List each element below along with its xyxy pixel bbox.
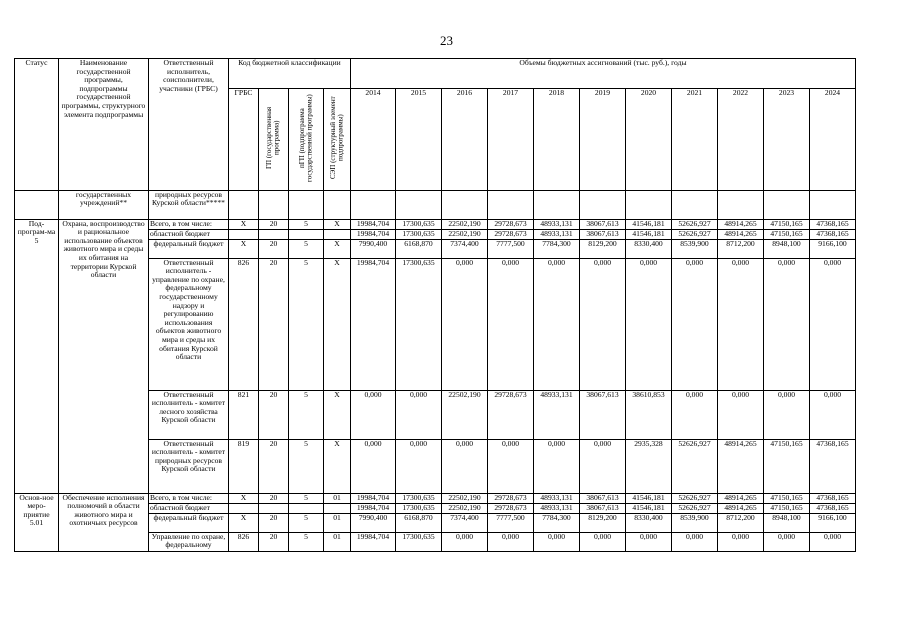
table-cell: 22502,190 xyxy=(442,390,488,439)
table-cell: 19984,704 xyxy=(351,258,396,390)
table-cell: 48933,131 xyxy=(534,503,580,513)
table-cell: 38067,613 xyxy=(580,493,626,503)
table-cell xyxy=(289,89,324,191)
table-cell: 0,000 xyxy=(351,439,396,493)
table-cell: 19984,704 xyxy=(351,219,396,229)
table-cell xyxy=(259,503,289,513)
table-cell: 01 xyxy=(324,513,351,532)
table-cell: 9166,100 xyxy=(810,513,856,532)
table-cell: 38067,613 xyxy=(580,229,626,239)
header-year: 2017 xyxy=(488,89,534,191)
table-cell: 5 xyxy=(289,493,324,503)
table-cell: 821 xyxy=(229,390,259,439)
table-cell: 17300,635 xyxy=(396,503,442,513)
header-grbs: ГРБС xyxy=(229,89,259,191)
table-cell: 5 xyxy=(289,219,324,229)
table-cell xyxy=(289,503,324,513)
table-cell: 0,000 xyxy=(488,439,534,493)
table-cell: 6168,870 xyxy=(396,239,442,258)
table-cell: 48914,265 xyxy=(718,219,764,229)
table-cell xyxy=(626,190,672,219)
table-cell: 0,000 xyxy=(672,390,718,439)
table-cell: 7374,400 xyxy=(442,239,488,258)
table-cell: 47150,165 xyxy=(764,493,810,503)
table-cell: 0,000 xyxy=(764,258,810,390)
table-cell: 19984,704 xyxy=(351,503,396,513)
table-cell: 826 xyxy=(229,532,259,551)
table-cell: 6168,870 xyxy=(396,513,442,532)
table-cell: 47150,165 xyxy=(764,219,810,229)
table-cell: 17300,635 xyxy=(396,493,442,503)
subprogram-name: Охрана, воспроизводство и рациональное использование объектов животного мира и среды их обитания на территории Курской области xyxy=(59,219,149,493)
table-cell: 47368,165 xyxy=(810,493,856,503)
table-cell: 01 xyxy=(324,532,351,551)
table-cell: 0,000 xyxy=(718,390,764,439)
page-number: 23 xyxy=(440,33,453,48)
table-cell: 8330,400 xyxy=(626,513,672,532)
table-cell: 0,000 xyxy=(534,258,580,390)
table-cell: 52626,927 xyxy=(672,439,718,493)
table-cell: 52626,927 xyxy=(672,229,718,239)
table-cell: 17300,635 xyxy=(396,219,442,229)
table-cell: 47368,165 xyxy=(810,219,856,229)
header-year: 2024 xyxy=(810,89,856,191)
table-cell: 41546,181 xyxy=(626,493,672,503)
continuation-name: государственных учреждений** xyxy=(59,190,149,219)
table-cell xyxy=(15,190,59,219)
table-cell xyxy=(718,190,764,219)
table-cell xyxy=(764,190,810,219)
table-cell: Х xyxy=(324,219,351,229)
table-cell xyxy=(488,190,534,219)
table-cell: 0,000 xyxy=(488,532,534,551)
table-cell: 8539,900 xyxy=(672,239,718,258)
table-row xyxy=(15,219,856,229)
table-cell: 8948,100 xyxy=(764,513,810,532)
table-cell: 0,000 xyxy=(580,439,626,493)
table-cell: 22502,190 xyxy=(442,503,488,513)
table-cell: 52626,927 xyxy=(672,493,718,503)
table-cell: 29728,673 xyxy=(488,503,534,513)
header-pgp: пГП (подпрограмма государственной программы) xyxy=(297,94,313,182)
header-year: 2020 xyxy=(626,89,672,191)
table-cell: 5 xyxy=(289,239,324,258)
table-cell: 826 xyxy=(229,258,259,390)
table-cell: 29728,673 xyxy=(488,390,534,439)
table-cell: 19984,704 xyxy=(351,493,396,503)
header-year: 2021 xyxy=(672,89,718,191)
continuation-executor: природных ресурсов Курской области***** xyxy=(149,190,229,219)
table-cell: 0,000 xyxy=(626,258,672,390)
header-year: 2023 xyxy=(764,89,810,191)
table-cell: 7777,500 xyxy=(488,513,534,532)
table-cell: 7990,400 xyxy=(351,239,396,258)
table-cell: областной бюджет xyxy=(149,229,229,239)
table-cell: 8948,100 xyxy=(764,239,810,258)
table-cell xyxy=(442,190,488,219)
table-cell: 8539,900 xyxy=(672,513,718,532)
table-cell: 47150,165 xyxy=(764,439,810,493)
table-cell xyxy=(580,190,626,219)
table-cell: 0,000 xyxy=(488,258,534,390)
table-cell: 38067,613 xyxy=(580,503,626,513)
table-cell: 0,000 xyxy=(810,258,856,390)
table-cell: 48933,131 xyxy=(534,229,580,239)
table-cell: 8712,200 xyxy=(718,513,764,532)
table-cell: Ответственный исполнитель - управление по охране, федеральному государственному надзору и регулированию использования объектов животного мира и среды их обитания Курской области xyxy=(149,258,229,390)
table-cell: 8129,200 xyxy=(580,513,626,532)
table-cell: федеральный бюджет xyxy=(149,239,229,258)
table-cell: 47368,165 xyxy=(810,229,856,239)
table-cell: 20 xyxy=(259,239,289,258)
table-cell: Х xyxy=(324,390,351,439)
table-cell: Х xyxy=(324,239,351,258)
table-cell: 48933,131 xyxy=(534,219,580,229)
table-cell: Х xyxy=(324,439,351,493)
table-cell: Всего, в том числе: xyxy=(149,493,229,503)
table-cell: 0,000 xyxy=(764,390,810,439)
table-cell: 7990,400 xyxy=(351,513,396,532)
table-cell: 5 xyxy=(289,439,324,493)
table-cell: Х xyxy=(229,513,259,532)
table-cell: 0,000 xyxy=(672,258,718,390)
subprogram-status: Под-програм-ма 5 xyxy=(15,219,59,493)
table-cell: 0,000 xyxy=(718,258,764,390)
table-cell: 0,000 xyxy=(534,439,580,493)
table-cell xyxy=(396,190,442,219)
table-cell: 29728,673 xyxy=(488,219,534,229)
table-cell: 47150,165 xyxy=(764,229,810,239)
table-cell xyxy=(672,190,718,219)
table-cell: 01 xyxy=(324,493,351,503)
table-cell: 20 xyxy=(259,219,289,229)
table-cell xyxy=(229,190,259,219)
table-cell: 0,000 xyxy=(810,390,856,439)
table-cell: 20 xyxy=(259,493,289,503)
table-cell: 41546,181 xyxy=(626,503,672,513)
header-status: Статус xyxy=(15,59,59,191)
table-cell: 22502,190 xyxy=(442,229,488,239)
table-cell: Х xyxy=(229,219,259,229)
table-cell xyxy=(324,503,351,513)
table-cell: 5 xyxy=(289,513,324,532)
table-cell: Управление по охране, федеральному xyxy=(149,532,229,551)
table-cell: 47150,165 xyxy=(764,503,810,513)
table-cell: 20 xyxy=(259,532,289,551)
header-year: 2016 xyxy=(442,89,488,191)
table-cell: 819 xyxy=(229,439,259,493)
header-year: 2014 xyxy=(351,89,396,191)
table-cell: 9166,100 xyxy=(810,239,856,258)
table-cell: 48933,131 xyxy=(534,390,580,439)
table-cell: 8712,200 xyxy=(718,239,764,258)
table-cell: 0,000 xyxy=(442,532,488,551)
table-cell: 38067,613 xyxy=(580,390,626,439)
event-name: Обеспечение исполнения полномочий в области животного мира и охотничьих ресурсов xyxy=(59,493,149,551)
table-cell: 29728,673 xyxy=(488,493,534,503)
table-cell: федеральный бюджет xyxy=(149,513,229,532)
table-cell: 0,000 xyxy=(396,439,442,493)
table-cell: 0,000 xyxy=(442,258,488,390)
table-cell xyxy=(351,190,396,219)
header-executor: Ответственный исполнитель, соисполнители, участники (ГРБС) xyxy=(149,59,229,191)
table-cell: 0,000 xyxy=(764,532,810,551)
table-cell: 47368,165 xyxy=(810,503,856,513)
header-program-name: Наименование государственной программы, подпрограммы государственной программы, структурного элемента подпрограммы xyxy=(59,59,149,191)
table-cell xyxy=(259,229,289,239)
table-cell xyxy=(259,89,289,191)
header-year: 2022 xyxy=(718,89,764,191)
table-cell xyxy=(289,190,324,219)
table-cell: 20 xyxy=(259,439,289,493)
table-cell: Х xyxy=(229,239,259,258)
table-cell: Всего, в том числе: xyxy=(149,219,229,229)
table-cell: областной бюджет xyxy=(149,503,229,513)
table-cell: 22502,190 xyxy=(442,493,488,503)
table-cell: 20 xyxy=(259,513,289,532)
table-cell xyxy=(324,89,351,191)
table-cell xyxy=(229,229,259,239)
table-cell: Ответственный исполнитель - комитет лесного хозяйства Курской области xyxy=(149,390,229,439)
header-year: 2018 xyxy=(534,89,580,191)
table-cell: Х xyxy=(324,258,351,390)
table-cell: 7374,400 xyxy=(442,513,488,532)
header-budget-code: Код бюджетной классификации xyxy=(229,59,351,89)
table-cell: 0,000 xyxy=(718,532,764,551)
table-cell: 0,000 xyxy=(626,532,672,551)
table-cell: Ответственный исполнитель - комитет природных ресурсов Курской области xyxy=(149,439,229,493)
table-cell: 20 xyxy=(259,390,289,439)
table-cell: 0,000 xyxy=(672,532,718,551)
table-cell: 52626,927 xyxy=(672,219,718,229)
event-status: Основ-ное меро-приятие 5.01 xyxy=(15,493,59,551)
table-cell: 5 xyxy=(289,532,324,551)
table-cell: 38610,853 xyxy=(626,390,672,439)
table-cell xyxy=(324,229,351,239)
table-cell xyxy=(810,190,856,219)
table-cell: 48914,265 xyxy=(718,503,764,513)
table-cell xyxy=(229,503,259,513)
table-cell: 48914,265 xyxy=(718,229,764,239)
table-cell: 17300,635 xyxy=(396,229,442,239)
header-year: 2015 xyxy=(396,89,442,191)
table-cell: 0,000 xyxy=(534,532,580,551)
table-cell: 2935,328 xyxy=(626,439,672,493)
table-cell: 52626,927 xyxy=(672,503,718,513)
header-sep: СЭП (структурный элемент подпрограммы) xyxy=(328,96,344,180)
table-cell: 5 xyxy=(289,390,324,439)
budget-allocation-table xyxy=(14,58,856,552)
header-allocations: Объемы бюджетных ассигнований (тыс. руб.), годы xyxy=(351,59,856,89)
table-cell: 5 xyxy=(289,258,324,390)
table-cell: 17300,635 xyxy=(396,532,442,551)
table-cell: 8129,200 xyxy=(580,239,626,258)
table-cell: 29728,673 xyxy=(488,229,534,239)
table-cell: 0,000 xyxy=(442,439,488,493)
table-cell xyxy=(534,190,580,219)
table-cell: 48914,265 xyxy=(718,493,764,503)
table-cell: Х xyxy=(229,493,259,503)
table-cell: 22502,190 xyxy=(442,219,488,229)
table-cell: 0,000 xyxy=(580,532,626,551)
header-gp: ГП (государственная программа) xyxy=(265,106,281,170)
table-cell: 0,000 xyxy=(351,390,396,439)
table-cell: 7777,500 xyxy=(488,239,534,258)
header-row-group xyxy=(15,59,856,89)
table-cell: 48933,131 xyxy=(534,493,580,503)
table-cell: 19984,704 xyxy=(351,229,396,239)
table-cell: 41546,181 xyxy=(626,219,672,229)
table-cell: 38067,613 xyxy=(580,219,626,229)
table-cell xyxy=(259,190,289,219)
table-row xyxy=(15,493,856,503)
table-cell xyxy=(324,190,351,219)
header-year: 2019 xyxy=(580,89,626,191)
table-cell xyxy=(289,229,324,239)
table-cell: 0,000 xyxy=(810,532,856,551)
table-cell: 17300,635 xyxy=(396,258,442,390)
table-cell: 47368,165 xyxy=(810,439,856,493)
table-cell: 19984,704 xyxy=(351,532,396,551)
table-cell: 0,000 xyxy=(396,390,442,439)
table-cell: 41546,181 xyxy=(626,229,672,239)
table-cell: 48914,265 xyxy=(718,439,764,493)
continuation-row xyxy=(15,190,856,219)
table-cell: 7784,300 xyxy=(534,513,580,532)
table-cell: 8330,400 xyxy=(626,239,672,258)
table-cell: 20 xyxy=(259,258,289,390)
table-cell: 7784,300 xyxy=(534,239,580,258)
table-cell: 0,000 xyxy=(580,258,626,390)
